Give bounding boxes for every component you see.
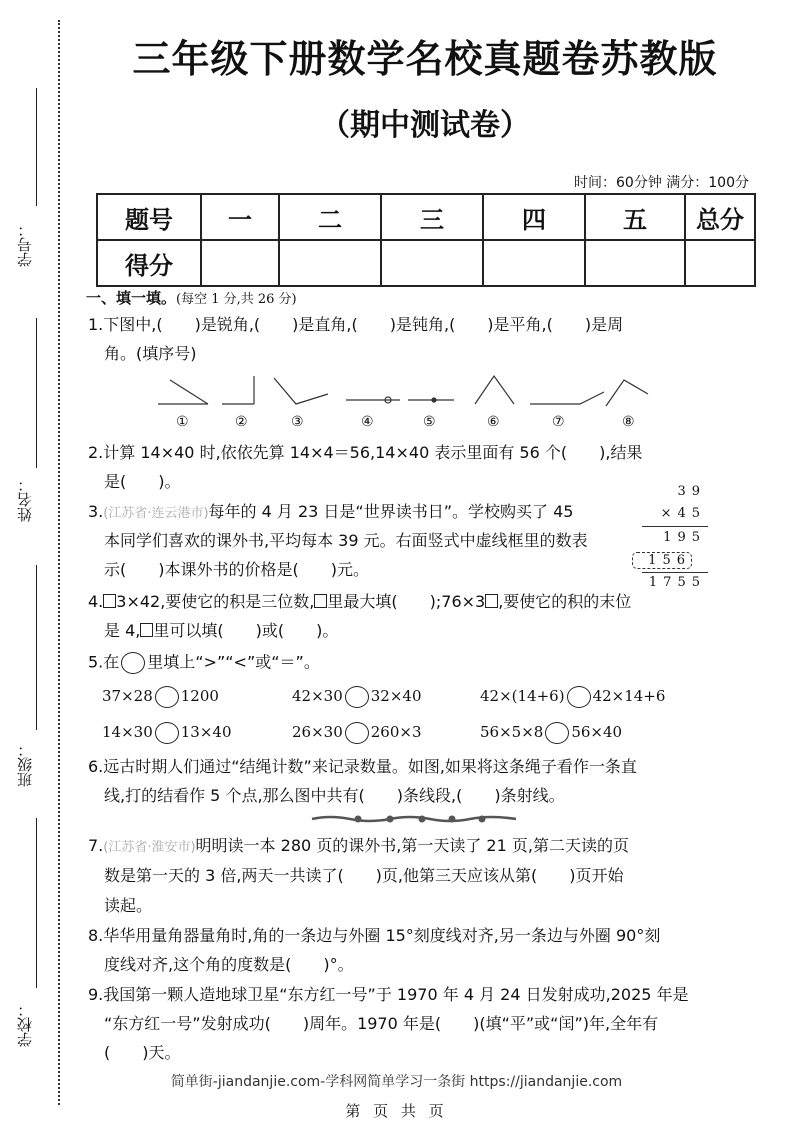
vcalc-row-1: 39 [677,484,706,499]
q4-text: 里最大填( );76×3 [327,592,486,611]
angle-7-figure [530,392,604,404]
q5-item [102,722,232,744]
q4-text: 里可以填( )或( )。 [153,621,339,640]
vcalc-row-5: 1755 [648,575,706,590]
q5-left-expr: 26×30 [292,723,343,741]
angle-label: ① [176,414,189,430]
score-cell[interactable] [685,240,755,286]
q9-line2: “东方红一号”发射成功( )周年。1970 年是( )(填“平”或“闰”)年,全年有 [104,1014,659,1033]
side-underline-xuexiao [36,818,37,988]
score-header-cell: 总分 [685,194,755,240]
score-cell[interactable] [279,240,381,286]
q5-left-expr: 42×30 [292,687,343,705]
angle-label: ④ [361,414,374,430]
q4-text: ,要使它的积的末位 [498,592,632,611]
q5-right-expr: 56×40 [571,723,623,741]
score-table [96,193,756,287]
page-title: 三年级下册数学名校真题卷苏教版 [132,37,718,81]
compare-circle[interactable] [567,686,591,708]
angle-5-figure [408,398,454,402]
q7-number: 7. [88,836,104,855]
score-cell[interactable] [381,240,483,286]
q5-right-expr: 1200 [180,687,219,705]
q5-right-expr: 32×40 [370,687,422,705]
q6-line1: 6.远古时期人们通过“结绳计数”来记录数量。如图,如果将这条绳子看作一条直 [88,757,637,776]
q5-left-expr: 37×28 [102,687,153,705]
score-header-cell: 题号 [97,194,201,240]
q5-right-expr: 13×40 [180,723,232,741]
score-header-cell: 二 [279,194,381,240]
angle-label: ⑧ [622,414,635,430]
compare-circle[interactable] [545,722,569,744]
angle-2-figure [222,376,254,404]
q5-left-expr: 42×(14+6) [480,687,565,705]
side-label-banji: 班级： [16,742,34,788]
compare-circle[interactable] [345,722,369,744]
blank-box [140,623,153,637]
compare-circle[interactable] [155,722,179,744]
q9-line1: 9.我国第一颗人造地球卫星“东方红一号”于 1970 年 4 月 24 日发射成功,2025 年是 [88,985,689,1004]
q5-right-expr: 260×3 [370,723,422,741]
footer-watermark-text: 简单街-jiandanjie.com-学科网简单学习一条街 https://jiandanjie.com [170,1074,623,1090]
q5-item [480,722,622,744]
q2-line2: 是( )。 [104,472,181,491]
blank-box [314,594,327,608]
angle-label: ② [235,414,248,430]
vcalc-row-2: ×45 [660,506,706,521]
q5-item [102,686,219,708]
compare-circle-icon [121,652,145,674]
vcalc-divider [642,572,708,573]
q7-line2: 数是第一天的 3 倍,两天一共读了( )页,他第三天应该从第( )页开始 [104,866,624,885]
angle-8-figure [606,380,648,406]
blank-box [485,594,498,608]
angle-3-figure [274,378,328,404]
q4-line1 [88,592,631,612]
angle-label: ⑥ [487,414,500,430]
section-note: (每空 1 分,共 26 分) [176,292,297,307]
q4-text: 3×42,要使它的积是三位数, [116,592,315,611]
angle-label: ⑦ [552,414,565,430]
q4-text: 是 4, [104,621,141,640]
q2-line1: 2.计算 14×40 时,依依先算 14×4＝56,14×40 表示里面有 56 个( ),结果 [88,443,643,462]
side-underline-banji [36,565,37,730]
q8-line1: 8.华华用量角器量角时,角的一条边与外圈 15°刻度线对齐,另一条边与外圈 90°刻 [88,926,661,945]
blank-box [103,594,116,608]
q5-left-expr: 14×30 [102,723,153,741]
angle-figures [150,370,660,412]
q1-line1: 1.下图中,( )是锐角,( )是直角,( )是钝角,( )是平角,( )是周 [88,315,624,334]
q7-line3: 读起。 [104,896,153,915]
score-cell[interactable] [585,240,685,286]
q3-number: 3. [88,502,104,521]
side-underline-xuehao [36,88,37,206]
side-label-xingming: 姓名： [16,477,34,523]
rope-knots-figure [310,810,520,828]
compare-circle[interactable] [155,686,179,708]
angle-label: ⑤ [423,414,436,430]
score-header-cell: 三 [381,194,483,240]
score-row-label: 得分 [97,240,201,286]
q3-line2: 本同学们喜欢的课外书,平均每本 39 元。右面竖式中虚线框里的数表 [104,531,588,550]
score-header-cell: 一 [201,194,279,240]
q4-number: 4. [88,592,104,611]
binding-dotted-line [58,20,60,1105]
q8-line2: 度线对齐,这个角的度数是( )°。 [104,955,354,974]
q7-line1-text: 明明读一本 280 页的课外书,第一天读了 21 页,第二天读的页 [195,836,629,855]
vcalc-row-4-dashed-box: 156 [632,552,692,569]
q5-right-expr: 42×14+6 [592,687,666,705]
q6-line2: 线,打的结看作 5 个点,那么图中共有( )条线段,( )条射线。 [104,786,565,805]
q5-item [480,686,665,708]
angle-label: ③ [291,414,304,430]
q5-item [292,722,422,744]
q9-line3: ( )天。 [104,1043,181,1062]
side-label-xuehao: 学号： [16,222,34,268]
q1-line2: 角。(填序号) [104,344,197,363]
vcalc-divider [642,526,708,527]
score-cell[interactable] [201,240,279,286]
q7-source: (江苏省·淮安市) [103,840,196,855]
page-subtitle: （期中测试卷） [320,108,530,143]
angle-1-figure [158,380,208,404]
page-number: 第 页 共 页 [345,1102,448,1120]
q4-line2 [104,621,338,641]
vcalc-row-3: 195 [663,530,706,545]
side-label-xuexiao: 学校： [16,1002,34,1048]
section-title: 一、填一填。 [86,289,177,307]
side-underline-xingming [36,318,37,468]
q7-line1 [88,836,629,858]
score-cell[interactable] [483,240,585,286]
q5-text: 5.在 [88,652,120,672]
angle-6-figure [475,376,514,404]
q5-heading [88,652,320,674]
q3-line3: 示( )本课外书的价格是( )元。 [104,560,369,579]
q3-line1 [88,502,573,524]
score-header-cell: 四 [483,194,585,240]
compare-circle[interactable] [345,686,369,708]
q5-text: 里填上“>”“<”或“＝”。 [147,652,320,672]
angle-4-figure [346,397,400,403]
q3-source: (江苏省·连云港市) [103,506,209,521]
score-header-cell: 五 [585,194,685,240]
q5-item [292,686,422,708]
q5-left-expr: 56×5×8 [480,723,544,741]
time-info: 时间：60分钟 满分：100分 [574,175,749,191]
section-heading [86,288,297,310]
q3-line1-text: 每年的 4 月 23 日是“世界读书日”。学校购买了 45 [208,502,574,521]
